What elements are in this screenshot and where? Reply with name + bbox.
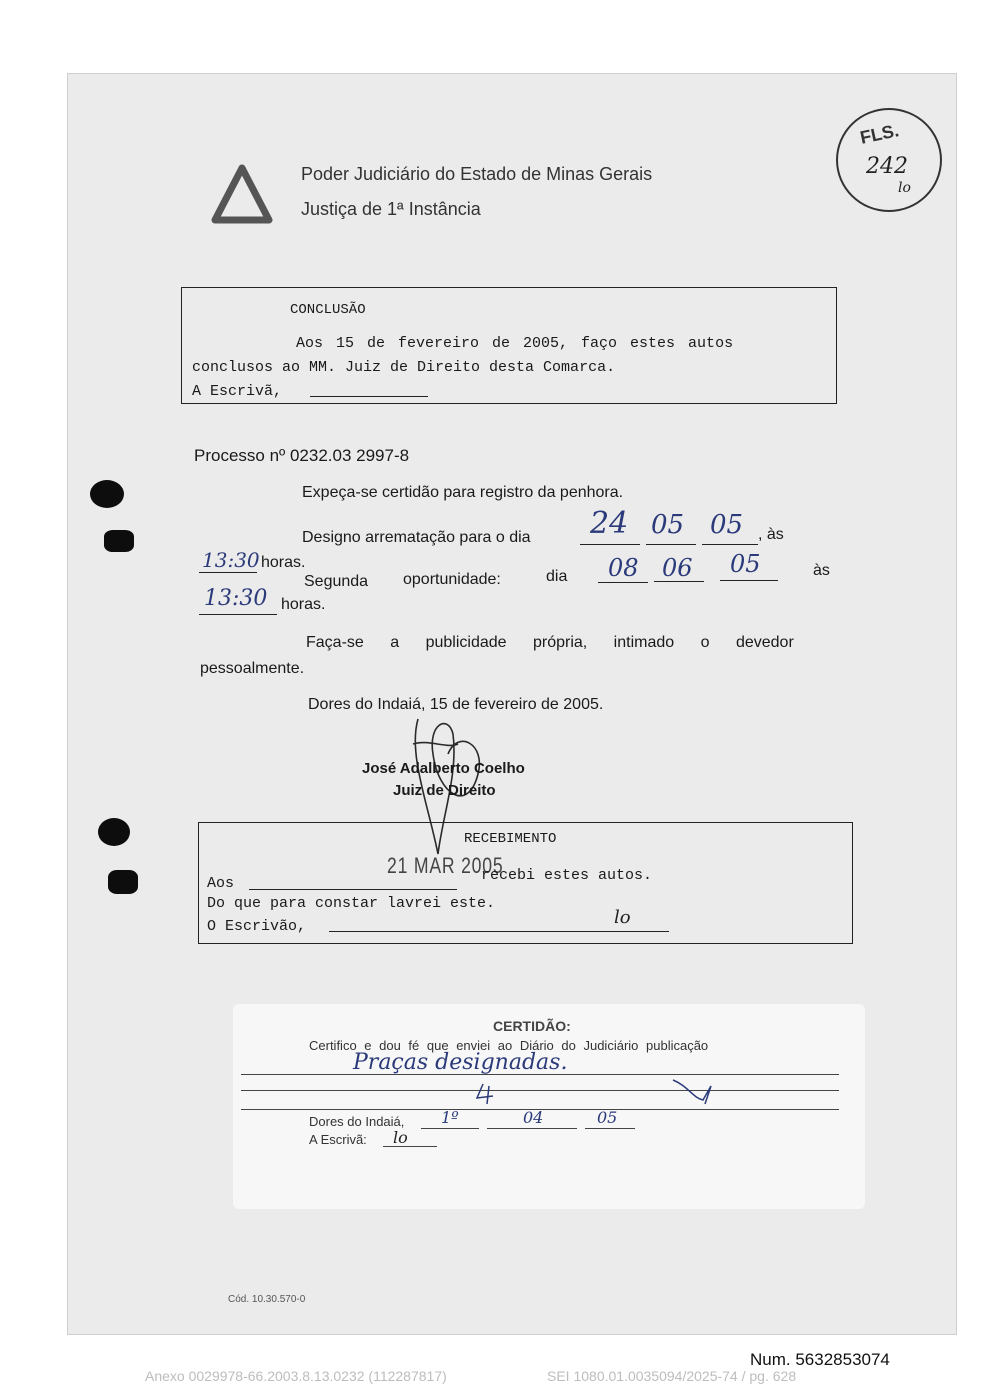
recebimento-line1-prefix: Aos: [207, 875, 235, 892]
punch-hole-1: [90, 480, 124, 508]
date-month: 05: [651, 510, 685, 540]
despacho-paragraph-2-prefix: Designo arrematação para o dia: [302, 529, 531, 546]
second-day-line: [598, 582, 648, 583]
recebimento-box: [198, 822, 853, 944]
document-page: [67, 73, 957, 1335]
recebimento-line2: Do que para constar lavrei este.: [207, 895, 496, 912]
certidao-year: 05: [597, 1108, 618, 1127]
certidao-month: 04: [523, 1108, 544, 1127]
despacho-paragraph-4-line-1: Faça-se a publicidade própria, intimado o devedor: [306, 634, 794, 651]
conclusao-title: CONCLUSÃO: [290, 302, 366, 318]
footer-sei: SEI 1080.01.0035094/2025-74 / pg. 628: [547, 1368, 797, 1384]
oportunidade-word: oportunidade:: [403, 571, 501, 588]
recebimento-line1-suffix: recebi estes autos.: [481, 867, 653, 884]
tjmg-triangle-logo: [211, 164, 273, 226]
date-day: 24: [590, 506, 629, 541]
recebimento-date-stamp: 21 MAR 2005: [387, 853, 504, 878]
fls-stamp-label: FLS.: [858, 120, 901, 148]
processo-number: Processo nº 0232.03 2997-8: [194, 446, 410, 465]
certidao-handwritten: Praças designadas.: [353, 1050, 568, 1075]
judge-title: Juiz de Direito: [393, 782, 496, 799]
date-month-line: [646, 544, 696, 545]
footer-annex: Anexo 0029978-66.2003.8.13.0232 (112287817): [145, 1368, 447, 1384]
recebimento-signature-line: [329, 931, 669, 932]
fls-stamp-initials: lo: [898, 180, 911, 196]
despacho-paragraph-2-suffix: , às: [758, 526, 784, 543]
date-day-line: [580, 544, 640, 545]
segunda-word: Segunda: [304, 573, 369, 590]
certidao-year-line: [585, 1128, 635, 1129]
recebimento-title: RECEBIMENTO: [464, 831, 557, 847]
judge-name: José Adalberto Coelho: [362, 760, 525, 777]
punch-hole-4: [108, 870, 138, 894]
second-year: 05: [730, 550, 761, 578]
certidao-signer: A Escrivã:: [309, 1132, 367, 1147]
time-2-line: [199, 614, 277, 615]
second-month: 06: [662, 554, 693, 582]
time-1: 13:30: [202, 548, 260, 572]
certidao-month-line: [487, 1128, 577, 1129]
footer-document-number: Num. 5632853074: [750, 1350, 890, 1369]
recebimento-date-line: [249, 889, 457, 890]
certidao-signer-line: [383, 1146, 437, 1147]
certidao-title: CERTIDÃO:: [493, 1018, 571, 1034]
recebimento-line3: O Escrivão,: [207, 918, 307, 935]
conclusao-line2: conclusos ao MM. Juiz de Direito desta Comarca.: [192, 359, 616, 376]
time-2: 13:30: [204, 586, 268, 611]
certidao-initials: lo: [393, 1128, 408, 1147]
certidao-day: 1º: [441, 1108, 459, 1127]
date-year: 05: [710, 510, 744, 540]
form-code: Cód. 10.30.570-0: [228, 1294, 306, 1305]
conclusao-line1: Aos 15 de fevereiro de 2005, faço estes autos: [296, 335, 734, 352]
hours-1: horas.: [261, 554, 306, 571]
second-suffix: às: [813, 562, 830, 579]
recebimento-initials: lo: [614, 907, 631, 928]
despacho-paragraph-1: Expeça-se certidão para registro da penhora.: [302, 484, 624, 501]
header-instance: Justiça de 1ª Instância: [301, 199, 481, 219]
punch-hole-2: [104, 530, 134, 552]
certidao-scribble: [473, 1078, 733, 1106]
date-year-line: [702, 544, 758, 545]
punch-hole-3: [98, 818, 130, 846]
conclusao-signature-line: [310, 396, 428, 397]
certidao-place: Dores do Indaiá,: [309, 1114, 405, 1129]
second-year-line: [720, 580, 778, 581]
fls-stamp: [836, 108, 942, 212]
conclusao-line3: A Escrivã,: [192, 383, 283, 400]
header-court-name: Poder Judiciário do Estado de Minas Gerais: [301, 164, 653, 184]
despacho-paragraph-4-line-2: pessoalmente.: [200, 660, 305, 677]
fls-stamp-number: 242: [866, 154, 908, 179]
despacho-date-place: Dores do Indaiá, 15 de fevereiro de 2005.: [308, 696, 604, 713]
second-day: 08: [608, 554, 639, 582]
dia-word: dia: [546, 568, 568, 585]
certidao-line1: Certifico e dou fé que enviei ao Diário do Judiciário publicação: [309, 1038, 709, 1053]
time-1-line: [199, 572, 257, 573]
hours-2: horas.: [281, 596, 326, 613]
certidao-day-line: [421, 1128, 479, 1129]
certidao-panel: [233, 1004, 865, 1209]
conclusao-box: [181, 287, 837, 404]
